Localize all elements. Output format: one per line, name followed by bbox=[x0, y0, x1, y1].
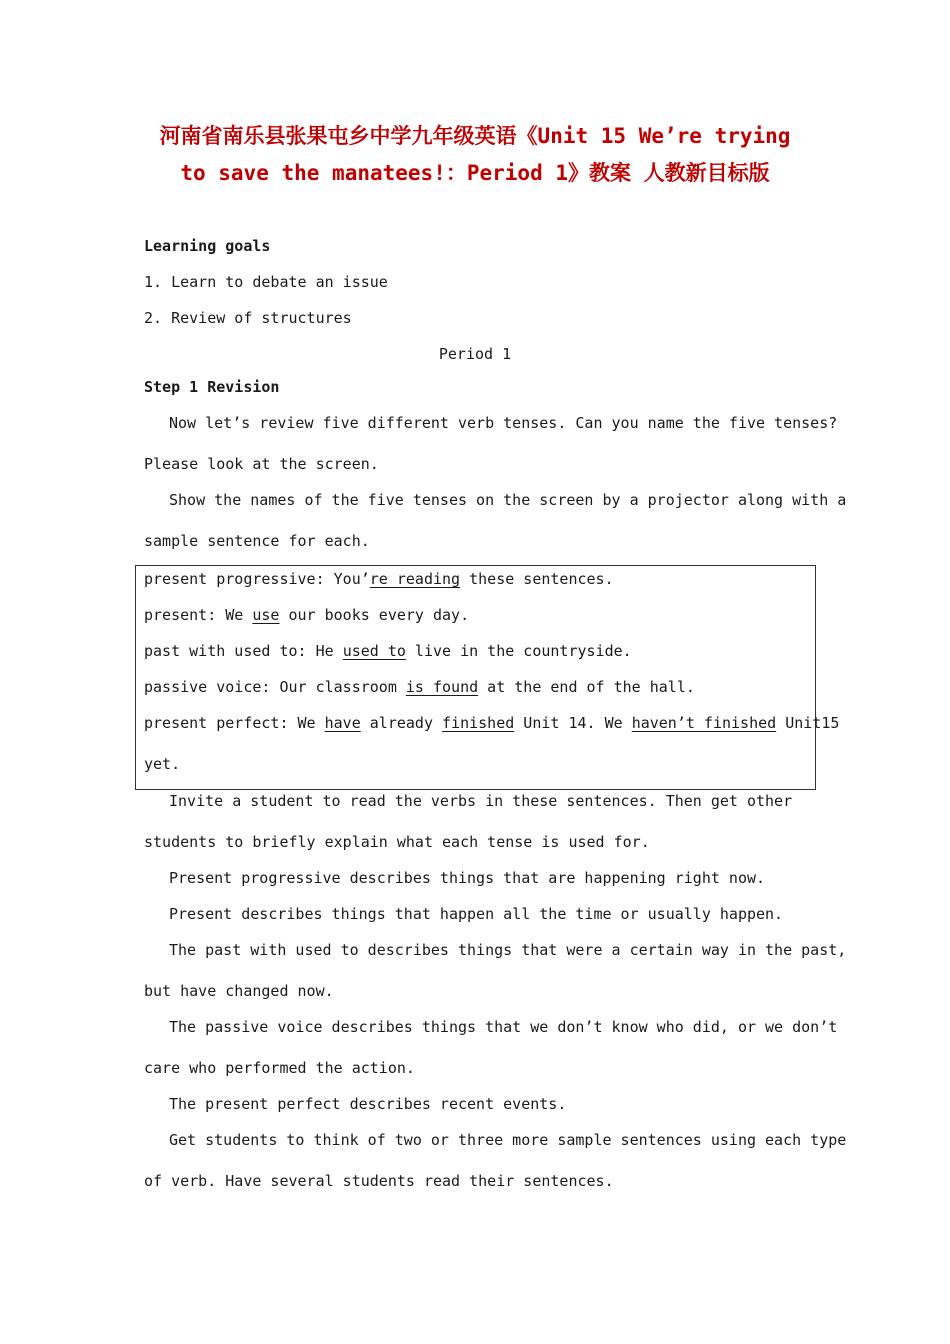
period-heading: Period 1 bbox=[438, 345, 512, 363]
paragraph-2-line-1: Show the names of the five tenses on the screen by a projector along with a bbox=[169, 491, 847, 509]
paragraph-4-line-2: of verb. Have several students read their sentences. bbox=[144, 1172, 614, 1190]
underlined-verb: used to bbox=[342, 642, 406, 660]
sentence-text: these sentences. bbox=[460, 570, 614, 588]
explain-passive-line-2: care who performed the action. bbox=[144, 1059, 415, 1077]
sentence-text: Unit15 bbox=[776, 714, 840, 732]
explain-past-used-to-line-2: but have changed now. bbox=[144, 982, 334, 1000]
document-title bbox=[120, 118, 830, 192]
explain-present-perfect: The present perfect describes recent events. bbox=[169, 1095, 567, 1113]
sample-present-perfect-continued: yet. bbox=[144, 755, 181, 773]
underlined-verb: use bbox=[252, 606, 280, 624]
step-heading: Step 1 Revision bbox=[144, 378, 280, 396]
paragraph-1-line-1: Now let’s review five different verb tenses. Can you name the five tenses? bbox=[169, 414, 838, 432]
explain-present: Present describes things that happen all the time or usually happen. bbox=[169, 905, 784, 923]
learning-goals-heading: Learning goals bbox=[144, 237, 271, 255]
sentence-text: already bbox=[360, 714, 443, 732]
underlined-verb: is found bbox=[405, 678, 479, 696]
underlined-verb: finished bbox=[442, 714, 515, 732]
sentence-text: present perfect: We bbox=[144, 714, 325, 732]
title-line-2: to save the manatees!：Period 1》教案 人教新目标版 bbox=[180, 161, 770, 185]
sentence-text: passive voice: Our classroom bbox=[144, 678, 406, 696]
underlined-verb: re reading bbox=[369, 570, 461, 588]
underlined-verb: haven’t finished bbox=[631, 714, 777, 732]
sentence-text: our books every day. bbox=[279, 606, 470, 624]
sample-past-used-to bbox=[144, 641, 632, 661]
sample-sentences-box bbox=[135, 565, 840, 790]
sample-present-perfect bbox=[144, 713, 839, 733]
sentence-text: present: We bbox=[144, 606, 253, 624]
sentence-text: Unit 14. We bbox=[514, 714, 632, 732]
explain-present-progressive: Present progressive describes things that are happening right now. bbox=[169, 869, 766, 887]
sample-present bbox=[144, 605, 469, 625]
underlined-verb: have bbox=[324, 714, 361, 732]
paragraph-1-line-2: Please look at the screen. bbox=[144, 455, 379, 473]
title-line-1: 河南省南乐县张果屯乡中学九年级英语《Unit 15 We’re trying bbox=[159, 124, 791, 148]
goal-item-1: 1. Learn to debate an issue bbox=[144, 273, 388, 291]
sentence-text: present progressive: You’ bbox=[144, 570, 370, 588]
paragraph-3-line-2: students to briefly explain what each tense is used for. bbox=[144, 833, 650, 851]
paragraph-2-line-2: sample sentence for each. bbox=[144, 532, 370, 550]
sample-present-progressive bbox=[144, 569, 614, 589]
sentence-text: at the end of the hall. bbox=[478, 678, 695, 696]
paragraph-4-line-1: Get students to think of two or three more sample sentences using each type bbox=[169, 1131, 847, 1149]
paragraph-3-line-1: Invite a student to read the verbs in these sentences. Then get other bbox=[169, 792, 793, 810]
sentence-text: past with used to: He bbox=[144, 642, 343, 660]
explain-past-used-to-line-1: The past with used to describes things that were a certain way in the past, bbox=[169, 941, 847, 959]
explain-passive-line-1: The passive voice describes things that we don’t know who did, or we don’t bbox=[169, 1018, 838, 1036]
goal-item-2: 2. Review of structures bbox=[144, 309, 352, 327]
sentence-text: live in the countryside. bbox=[405, 642, 632, 660]
sample-passive-voice bbox=[144, 677, 695, 697]
